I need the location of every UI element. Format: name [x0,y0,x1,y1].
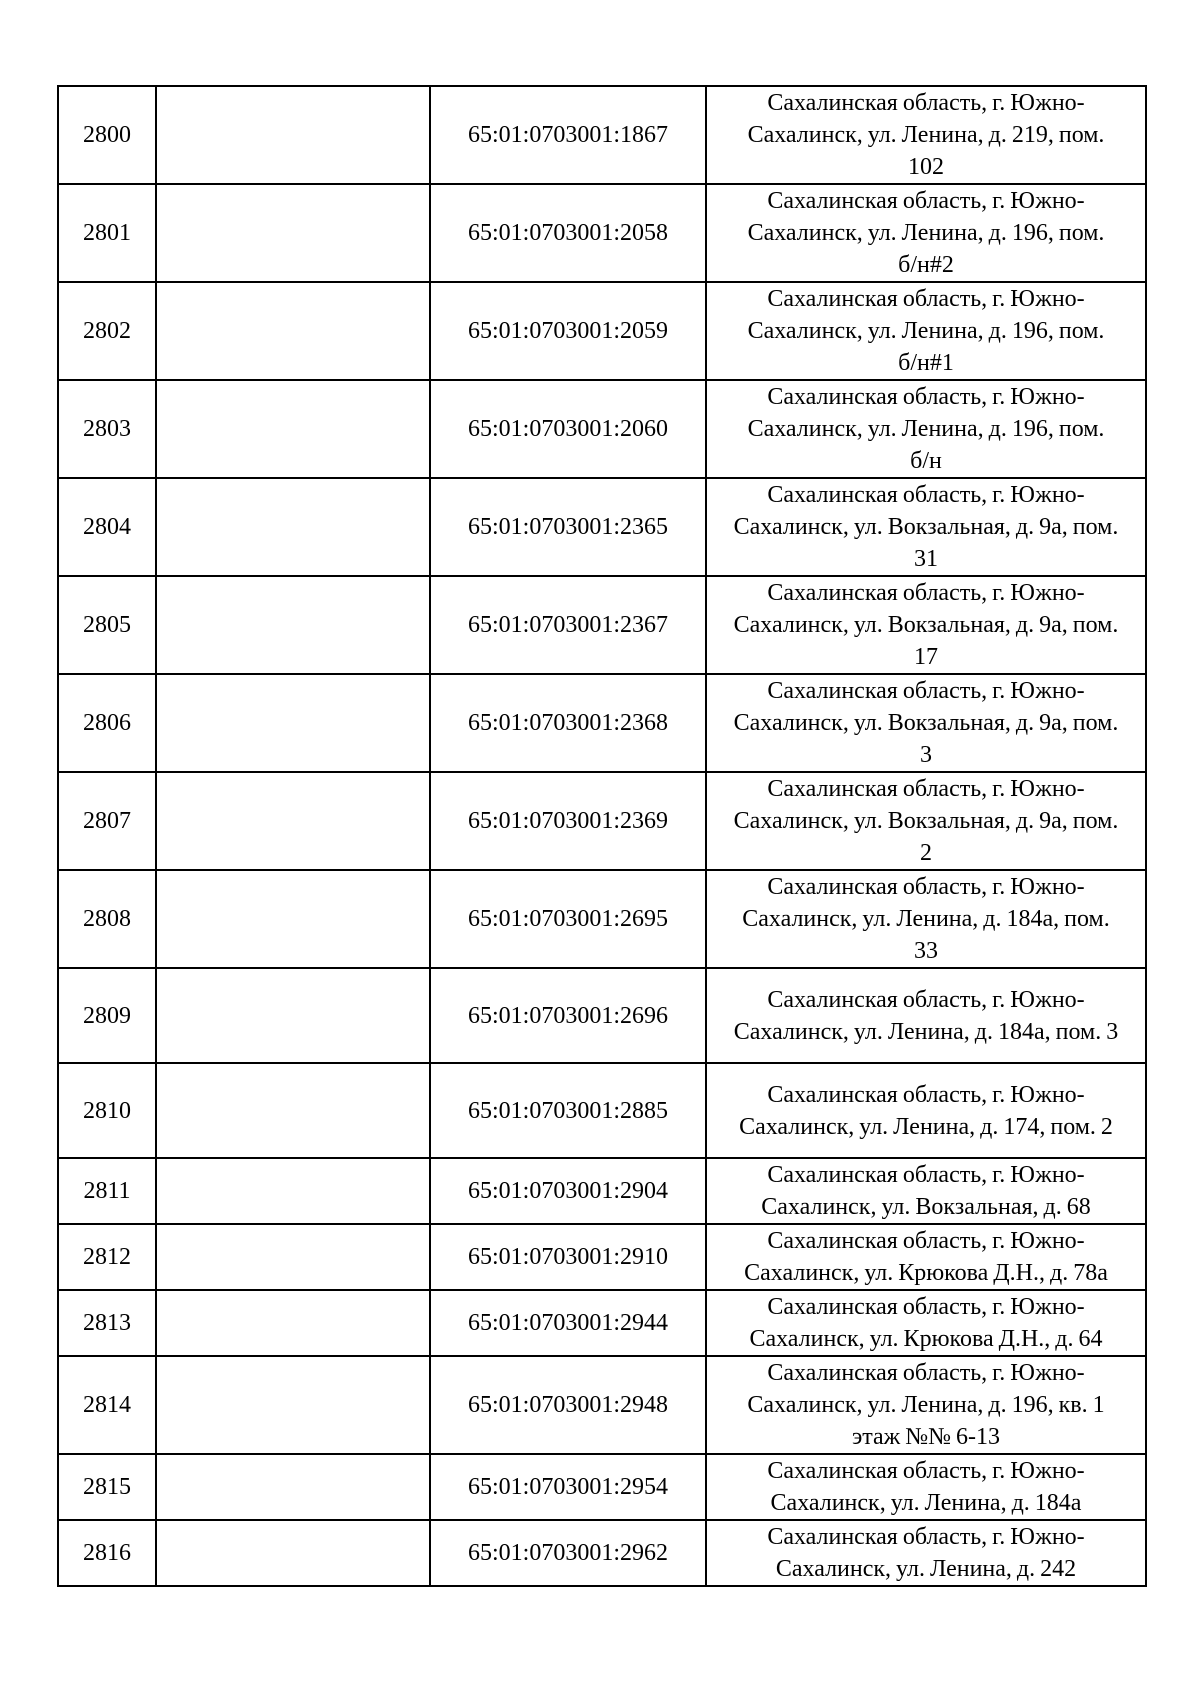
cadastral-number-cell: 65:01:0703001:2058 [430,184,706,282]
table-row [58,86,1146,184]
address-line: Сахалинская область, г. Южно- [767,1081,1085,1108]
address-cell [706,1520,1146,1586]
address-cell [706,772,1146,870]
address-line: 3 [920,742,932,768]
cadastral-number-cell: 65:01:0703001:2948 [430,1356,706,1454]
address-cell [706,1356,1146,1454]
address-cell [706,282,1146,380]
object-name-cell [156,1356,430,1454]
row-number-cell: 2800 [58,86,156,184]
row-number-cell: 2802 [58,282,156,380]
cadastral-number-cell: 65:01:0703001:2885 [430,1063,706,1158]
address-line: Сахалинск, ул. Ленина, д. 184а [770,1490,1082,1516]
row-number-cell: 2810 [58,1063,156,1158]
table-row [58,380,1146,478]
address-line: Сахалинская область, г. Южно- [767,384,1085,410]
object-name-cell [156,1454,430,1520]
address-line: Сахалинск, ул. Вокзальная, д. 68 [761,1194,1091,1220]
row-number-cell: 2815 [58,1454,156,1520]
address-line: Сахалинская область, г. Южно- [767,188,1085,214]
row-number-cell: 2803 [58,380,156,478]
cadastral-number-cell: 65:01:0703001:2369 [430,772,706,870]
address-cell [706,1224,1146,1290]
table-row [58,772,1146,870]
row-number-cell: 2801 [58,184,156,282]
address-line: Сахалинск, ул. Ленина, д. 196, пом. [747,318,1105,344]
table-row [58,282,1146,380]
table-row [58,1356,1146,1454]
cadastral-number-cell: 65:01:0703001:2962 [430,1520,706,1586]
address-cell [706,968,1146,1063]
address-line: Сахалинск, ул. Ленина, д. 196, пом. [747,416,1105,442]
address-line: Сахалинск, ул. Ленина, д. 174, пом. 2 [739,1113,1113,1140]
cadastral-number-cell: 65:01:0703001:2365 [430,478,706,576]
address-line: Сахалинск, ул. Вокзальная, д. 9а, пом. [733,612,1119,638]
address-line: Сахалинская область, г. Южно- [767,1162,1085,1188]
address-line: Сахалинск, ул. Крюкова Д.Н., д. 64 [749,1326,1103,1352]
address-line: Сахалинская область, г. Южно- [767,1458,1085,1484]
object-name-cell [156,478,430,576]
table-row [58,184,1146,282]
address-line: Сахалинск, ул. Ленина, д. 196, кв. 1 [747,1392,1105,1418]
cadastral-number-cell: 65:01:0703001:2695 [430,870,706,968]
cadastral-number-cell: 65:01:0703001:2059 [430,282,706,380]
row-number-cell: 2806 [58,674,156,772]
address-cell [706,576,1146,674]
row-number-cell: 2813 [58,1290,156,1356]
address-line: Сахалинск, ул. Ленина, д. 219, пом. [747,122,1105,148]
address-line: Сахалинск, ул. Вокзальная, д. 9а, пом. [733,710,1119,736]
table-row [58,1063,1146,1158]
cadastral-number-cell: 65:01:0703001:2060 [430,380,706,478]
cadastral-number-cell: 65:01:0703001:2904 [430,1158,706,1224]
address-line: Сахалинск, ул. Вокзальная, д. 9а, пом. [733,808,1119,834]
table-row [58,1158,1146,1224]
row-number-cell: 2814 [58,1356,156,1454]
object-name-cell [156,1520,430,1586]
object-name-cell [156,282,430,380]
address-line: 33 [914,938,938,964]
cadastral-number-cell: 65:01:0703001:1867 [430,86,706,184]
row-number-cell: 2812 [58,1224,156,1290]
cadastral-number-cell: 65:01:0703001:2954 [430,1454,706,1520]
table-row [58,1454,1146,1520]
address-line: 2 [920,840,932,866]
address-line: б/н [910,448,942,474]
object-name-cell [156,1224,430,1290]
object-name-cell [156,184,430,282]
cadastral-number-cell: 65:01:0703001:2368 [430,674,706,772]
address-cell [706,184,1146,282]
object-name-cell [156,1158,430,1224]
table-row [58,1520,1146,1586]
address-line: Сахалинская область, г. Южно- [767,482,1085,508]
address-line: б/н#2 [898,252,954,278]
address-line: 102 [908,154,944,180]
object-name-cell [156,576,430,674]
object-name-cell [156,870,430,968]
address-cell [706,86,1146,184]
address-line: Сахалинская область, г. Южно- [767,874,1085,900]
address-line: Сахалинская область, г. Южно- [767,678,1085,704]
cadastral-number-cell: 65:01:0703001:2910 [430,1224,706,1290]
row-number-cell: 2811 [58,1158,156,1224]
object-name-cell [156,1063,430,1158]
object-name-cell [156,968,430,1063]
address-line: Сахалинская область, г. Южно- [767,1524,1085,1550]
cadastral-number-cell: 65:01:0703001:2944 [430,1290,706,1356]
table-row [58,576,1146,674]
address-line: Сахалинская область, г. Южно- [767,986,1085,1013]
row-number-cell: 2804 [58,478,156,576]
row-number-cell: 2809 [58,968,156,1063]
cadastral-number-cell: 65:01:0703001:2367 [430,576,706,674]
address-line: Сахалинская область, г. Южно- [767,1360,1085,1386]
table-row [58,968,1146,1063]
address-cell [706,674,1146,772]
address-line: этаж №№ 6-13 [851,1424,1001,1450]
address-line: Сахалинск, ул. Вокзальная, д. 9а, пом. [733,514,1119,540]
address-cell [706,1063,1146,1158]
table-row [58,674,1146,772]
address-line: Сахалинская область, г. Южно- [767,580,1085,606]
address-line: Сахалинск, ул. Ленина, д. 184а, пом. [742,906,1110,932]
address-cell [706,1158,1146,1224]
row-number-cell: 2816 [58,1520,156,1586]
address-line: Сахалинск, ул. Ленина, д. 184а, пом. 3 [733,1018,1119,1045]
address-line: Сахалинск, ул. Крюкова Д.Н., д. 78а [744,1260,1108,1286]
address-line: 31 [914,546,938,572]
table-row [58,478,1146,576]
table-row [58,1224,1146,1290]
address-line: Сахалинск, ул. Ленина, д. 196, пом. [747,220,1105,246]
object-name-cell [156,674,430,772]
address-cell [706,478,1146,576]
address-line: Сахалинская область, г. Южно- [767,286,1085,312]
address-cell [706,380,1146,478]
row-number-cell: 2807 [58,772,156,870]
address-line: 17 [914,644,938,670]
row-number-cell: 2808 [58,870,156,968]
row-number-cell: 2805 [58,576,156,674]
address-line: Сахалинская область, г. Южно- [767,776,1085,802]
object-name-cell [156,772,430,870]
table-body [58,86,1146,1586]
address-line: Сахалинск, ул. Ленина, д. 242 [775,1556,1077,1582]
cadastral-number-cell: 65:01:0703001:2696 [430,968,706,1063]
object-name-cell [156,380,430,478]
address-line: Сахалинская область, г. Южно- [767,90,1085,116]
address-line: Сахалинская область, г. Южно- [767,1294,1085,1320]
table-row [58,870,1146,968]
address-line: б/н#1 [898,350,954,376]
address-cell [706,1454,1146,1520]
address-line: Сахалинская область, г. Южно- [767,1228,1085,1254]
property-register-table [57,85,1147,1587]
table-row [58,1290,1146,1356]
object-name-cell [156,1290,430,1356]
address-cell [706,1290,1146,1356]
address-cell [706,870,1146,968]
object-name-cell [156,86,430,184]
